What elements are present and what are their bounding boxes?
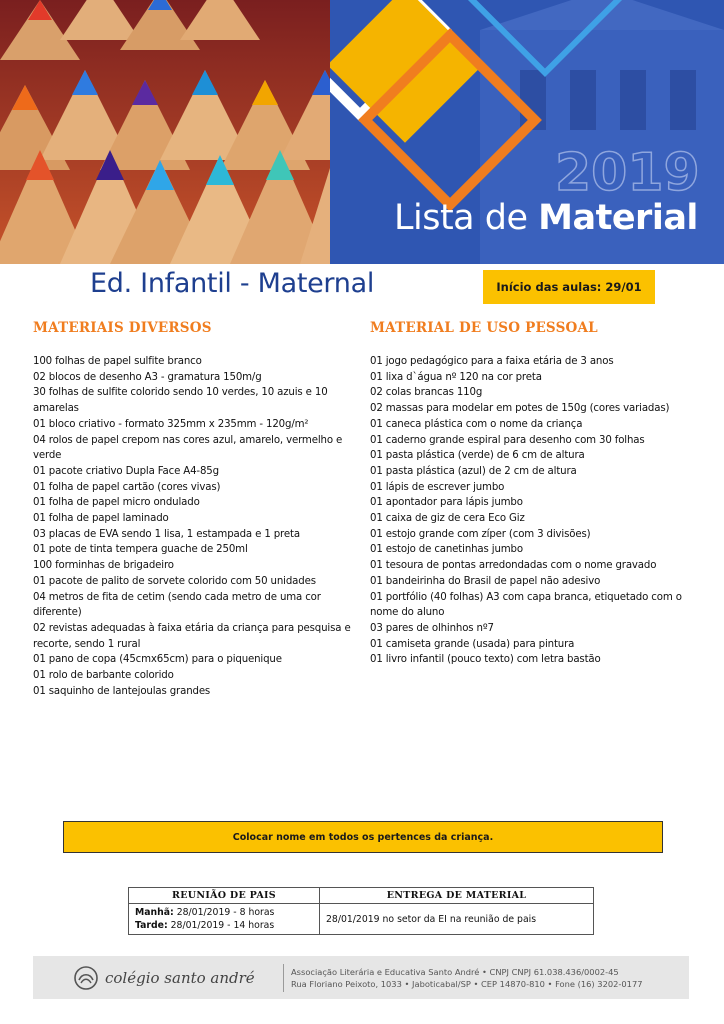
header-entrega: ENTREGA DE MATERIAL (320, 888, 594, 904)
start-date-badge: Início das aulas: 29/01 (483, 270, 655, 304)
afternoon-value: 28/01/2019 - 14 horas (167, 920, 275, 931)
page-title (394, 198, 714, 238)
list-item: 01 lixa d`água nº 120 na cor preta (370, 371, 542, 383)
list-item: 04 metros de fita de cetim (sendo cada metro de uma cor diferente) (33, 591, 321, 619)
school-logo (73, 964, 263, 992)
list-item: 01 caneca plástica com o nome da criança (370, 418, 583, 430)
school-emblem-icon (73, 965, 99, 991)
list-item: 01 rolo de barbante colorido (33, 670, 174, 682)
afternoon-label: Tarde: (135, 920, 168, 931)
list-item: 01 bandeirinha do Brasil de papel não adesivo (370, 575, 601, 587)
list-item: 01 pasta plástica (azul) de 2 cm de altura (370, 465, 577, 477)
list-item: 01 tesoura de pontas arredondadas com o nome gravado (370, 560, 657, 572)
meeting-times-cell (129, 904, 320, 935)
list-item: 01 pacote criativo Dupla Face A4-85g (33, 465, 219, 477)
list-item: 01 bloco criativo - formato 325mm x 235mm - 120g/m² (33, 418, 309, 430)
footer-line-1: Associação Literária e Educativa Santo André • CNPJ CNPJ 61.038.436/0002-45 (291, 967, 619, 977)
section-title: MATERIAL DE USO PESSOAL (370, 320, 598, 336)
name-notice: Colocar nome em todos os pertences da criança. (63, 821, 663, 853)
list-item: 02 blocos de desenho A3 - gramatura 150m/g (33, 371, 262, 383)
list-item: 01 pacote de palito de sorvete colorido com 50 unidades (33, 575, 316, 587)
list-item: 100 folhas de papel sulfite branco (33, 356, 202, 367)
material-uso-pessoal-section (370, 320, 710, 668)
afternoon-time (135, 919, 313, 932)
footer-line-2: Rua Floriano Peixoto, 1033 • Jaboticabal/SP • CEP 14870-810 • Fone (16) 3202-0177 (291, 979, 643, 989)
materials-list (33, 354, 353, 699)
section-title: MATERIAIS DIVERSOS (33, 320, 212, 336)
list-item: 01 saquinho de lantejoulas grandes (33, 685, 211, 697)
meeting-table (128, 887, 594, 935)
list-item: 04 rolos de papel crepom nas cores azul, amarelo, vermelho e verde (33, 434, 343, 462)
title-bold: Material (538, 198, 698, 238)
list-item: 01 pano de copa (45cmx65cm) para o piquenique (33, 654, 282, 666)
morning-value: 28/01/2019 - 8 horas (173, 907, 275, 918)
morning-time (135, 906, 313, 919)
table-row (129, 904, 594, 935)
list-item: 30 folhas de sulfite colorido sendo 10 verdes, 10 azuis e 10 amarelas (33, 387, 328, 415)
list-item: 01 livro infantil (pouco texto) com letra bastão (370, 654, 601, 666)
list-item: 01 folha de papel laminado (33, 513, 169, 525)
list-item: 01 caderno grande espiral para desenho com 30 folhas (370, 434, 645, 446)
footer-divider (283, 964, 284, 992)
list-item: 01 apontador para lápis jumbo (370, 497, 523, 509)
list-item: 01 lápis de escrever jumbo (370, 481, 505, 493)
list-item: 03 pares de olhinhos nº7 (370, 622, 494, 634)
header-reuniao: REUNIÃO DE PAIS (129, 888, 320, 904)
list-item: 01 estojo de canetinhas jumbo (370, 544, 523, 556)
list-item: 01 folha de papel cartão (cores vivas) (33, 481, 221, 493)
table-header-row (129, 888, 594, 904)
list-item: 01 camiseta grande (usada) para pintura (370, 638, 575, 650)
footer (33, 956, 689, 999)
list-item: 100 forminhas de brigadeiro (33, 560, 174, 572)
footer-contact (291, 966, 643, 990)
list-item: 01 pasta plástica (verde) de 6 cm de altura (370, 450, 585, 462)
list-item: 02 revistas adequadas à faixa etária da criança para pesquisa e recorte, sendo 1 rural (33, 622, 351, 650)
delivery-cell: 28/01/2019 no setor da EI na reunião de pais (320, 904, 594, 935)
list-item: 03 placas de EVA sendo 1 lisa, 1 estampada e 1 preta (33, 528, 300, 540)
materiais-diversos-section (33, 320, 353, 699)
list-item: 01 pote de tinta tempera guache de 250ml (33, 544, 248, 556)
header-banner (0, 0, 724, 264)
title-light: Lista de (394, 198, 539, 238)
list-item: 02 colas brancas 110g (370, 387, 483, 399)
list-item: 02 massas para modelar em potes de 150g (cores variadas) (370, 403, 670, 415)
class-title: Ed. Infantil - Maternal (90, 268, 375, 299)
school-name: colégio santo andré (105, 969, 255, 987)
list-item: 01 portfólio (40 folhas) A3 com capa branca, etiquetado com o nome do aluno (370, 591, 682, 619)
list-item: 01 jogo pedagógico para a faixa etária de 3 anos (370, 356, 614, 367)
list-item: 01 folha de papel micro ondulado (33, 497, 200, 509)
materials-list (370, 354, 710, 668)
list-item: 01 estojo grande com zíper (com 3 divisões) (370, 528, 591, 540)
year-watermark: 2019 (555, 143, 700, 203)
morning-label: Manhã: (135, 907, 174, 918)
list-item: 01 caixa de giz de cera Eco Giz (370, 513, 525, 525)
